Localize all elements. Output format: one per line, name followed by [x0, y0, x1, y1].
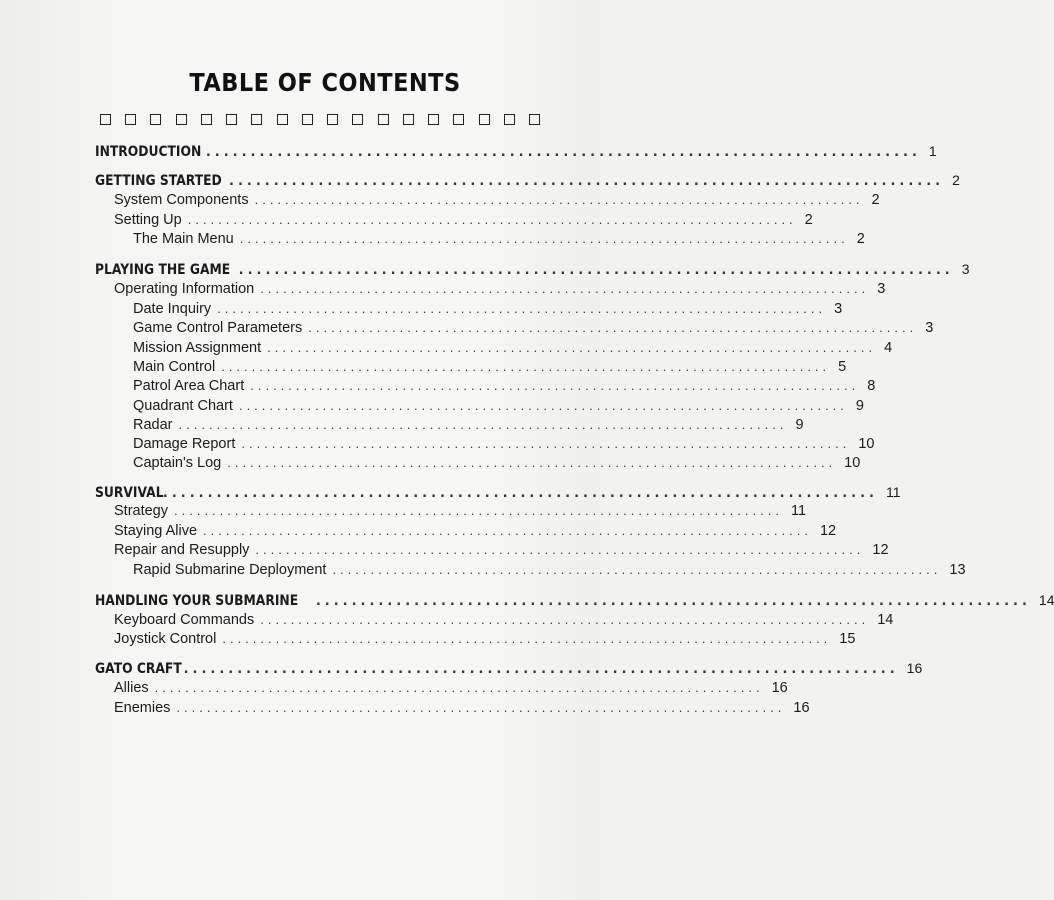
- toc-entry: [133, 398, 864, 418]
- toc-entry-page-number: 1: [928, 143, 937, 159]
- toc-entry-page-number: 2: [856, 231, 865, 247]
- dot-leader: ................................................................................: [178, 417, 788, 432]
- toc-entry: [114, 192, 880, 212]
- dot-leader: ................................................................................: [217, 301, 827, 316]
- toc-entry: [95, 261, 970, 281]
- toc-entry: [133, 301, 843, 321]
- dot-leader: ................................................................................: [238, 398, 848, 413]
- dot-leader: ................................................................................: [183, 662, 899, 677]
- toc-entry-label: INTRODUCTION: [95, 144, 202, 160]
- toc-entry-page-number: 10: [844, 455, 861, 471]
- toc-entry-label: Joystick Control: [114, 631, 217, 647]
- toc-entry-label: Radar: [133, 417, 173, 433]
- toc-entry-label: Mission Assignment: [133, 340, 262, 356]
- toc-entry-label: The Main Menu: [133, 231, 234, 247]
- toc-entry-page-number: 12: [819, 523, 837, 539]
- toc-entry: [114, 542, 889, 562]
- toc-entry-page-number: 2: [952, 172, 960, 188]
- toc-entry: [133, 231, 865, 251]
- toc-entry-page-number: 16: [906, 660, 923, 676]
- dot-leader: ................................................................................: [162, 486, 878, 501]
- toc-entry: [133, 562, 966, 582]
- toc-entry-page-number: 14: [877, 612, 894, 628]
- toc-entry-label: Quadrant Chart: [133, 398, 233, 414]
- toc-entry-page-number: 8: [867, 378, 876, 394]
- toc-entry-label: Setting Up: [114, 212, 182, 228]
- dot-leader: ................................................................................: [239, 231, 849, 246]
- toc-entry-page-number: 3: [877, 281, 886, 297]
- dot-leader: ................................................................................: [260, 281, 870, 296]
- dot-leader: ................................................................................: [222, 631, 832, 646]
- page-title: TABLE OF CONTENTS: [189, 68, 461, 97]
- toc-entry-label: Enemies: [114, 700, 171, 716]
- toc-entry-label: SURVIVAL: [95, 485, 164, 501]
- dot-leader: ................................................................................: [176, 700, 786, 715]
- toc-entry-label: GETTING STARTED: [95, 173, 222, 189]
- dot-leader: ................................................................................: [255, 542, 865, 557]
- dot-leader: ................................................................................: [229, 174, 945, 189]
- dot-leader: ................................................................................: [221, 359, 831, 374]
- toc-entry-label: Keyboard Commands: [114, 612, 255, 628]
- toc-entry-page-number: 12: [872, 542, 889, 558]
- toc-entry: [133, 417, 804, 437]
- toc-entry-label: Game Control Parameters: [133, 320, 303, 336]
- dot-leader: ................................................................................: [308, 320, 918, 335]
- dot-leader: ................................................................................: [174, 503, 783, 518]
- toc-entry-page-number: 3: [925, 320, 934, 336]
- toc-entry-label: Rapid Submarine Deployment: [133, 562, 327, 578]
- dot-leader: ................................................................................: [315, 594, 1031, 609]
- dot-leader: ................................................................................: [227, 455, 837, 470]
- dot-leader: ................................................................................: [203, 523, 812, 538]
- toc-entry: [95, 592, 1054, 612]
- toc-entry-page-number: 16: [771, 680, 788, 696]
- toc-entry: [95, 484, 901, 504]
- dot-leader: ................................................................................: [267, 340, 877, 355]
- dot-leader: ................................................................................: [187, 212, 797, 227]
- toc-entry-label: Date Inquiry: [133, 301, 212, 317]
- toc-entry-page-number: 2: [804, 212, 813, 228]
- toc-entry: [114, 612, 894, 632]
- toc-entry: [133, 359, 847, 379]
- toc-entry-page-number: 11: [790, 503, 807, 519]
- toc-entry-label: Allies: [114, 680, 149, 696]
- toc-entry-label: Patrol Area Chart: [133, 378, 245, 394]
- toc-entry-page-number: 13: [949, 562, 966, 578]
- dot-leader: ................................................................................: [238, 263, 954, 278]
- toc-entry-page-number: 10: [858, 436, 875, 452]
- toc-entry: [95, 660, 923, 680]
- toc-entry-page-number: 2: [871, 192, 880, 208]
- toc-entry: [114, 281, 886, 301]
- toc-entry-page-number: 14: [1038, 592, 1054, 608]
- toc-entry-page-number: 3: [834, 301, 843, 317]
- dot-leader: ................................................................................: [332, 562, 942, 577]
- toc-entry: [133, 436, 875, 456]
- toc-entry-label: Strategy: [114, 503, 168, 519]
- toc-entry-page-number: 9: [855, 398, 864, 414]
- toc-entry-page-number: 9: [795, 417, 804, 433]
- toc-entry-page-number: 16: [793, 700, 810, 716]
- toc-entry-page-number: 4: [884, 340, 893, 356]
- toc-entry: [114, 212, 813, 232]
- toc-entry: [133, 340, 893, 360]
- toc-entry: [114, 700, 810, 720]
- toc-entry-label: Staying Alive: [114, 523, 198, 539]
- toc-entry-page-number: 3: [961, 261, 970, 277]
- toc-entry: [133, 378, 876, 398]
- dot-leader: ................................................................................: [154, 680, 764, 695]
- toc-entry-label: Main Control: [133, 359, 216, 375]
- toc-entry: [95, 172, 960, 192]
- toc-entry-page-number: 15: [839, 631, 856, 647]
- dot-leader: ................................................................................: [260, 612, 870, 627]
- dot-leader: ................................................................................: [254, 192, 864, 207]
- toc-entry-label: Damage Report: [133, 436, 236, 452]
- toc-entry-label: System Components: [114, 192, 249, 208]
- dot-leader: ................................................................................: [205, 145, 921, 160]
- toc-entry-label: Repair and Resupply: [114, 542, 250, 558]
- toc-entry-label: GATO CRAFT: [95, 661, 182, 677]
- toc-entry: [114, 503, 807, 523]
- toc-entry-label: PLAYING THE GAME: [95, 262, 231, 278]
- toc-entry: [114, 680, 788, 700]
- toc-entry: [133, 320, 934, 340]
- toc-entry-page-number: 11: [886, 484, 901, 500]
- dot-leader: ................................................................................: [241, 436, 851, 451]
- toc-entry: [114, 631, 856, 651]
- toc-entry-page-number: 5: [838, 359, 847, 375]
- toc-entry-label: HANDLING YOUR SUBMARINE: [95, 593, 299, 609]
- dot-leader: ................................................................................: [250, 378, 860, 393]
- toc-entry-label: Captain's Log: [133, 455, 222, 471]
- toc-entry: [133, 455, 861, 475]
- toc-entry: [114, 523, 837, 543]
- toc-entry-label: Operating Information: [114, 281, 255, 297]
- toc-entry: [95, 143, 937, 163]
